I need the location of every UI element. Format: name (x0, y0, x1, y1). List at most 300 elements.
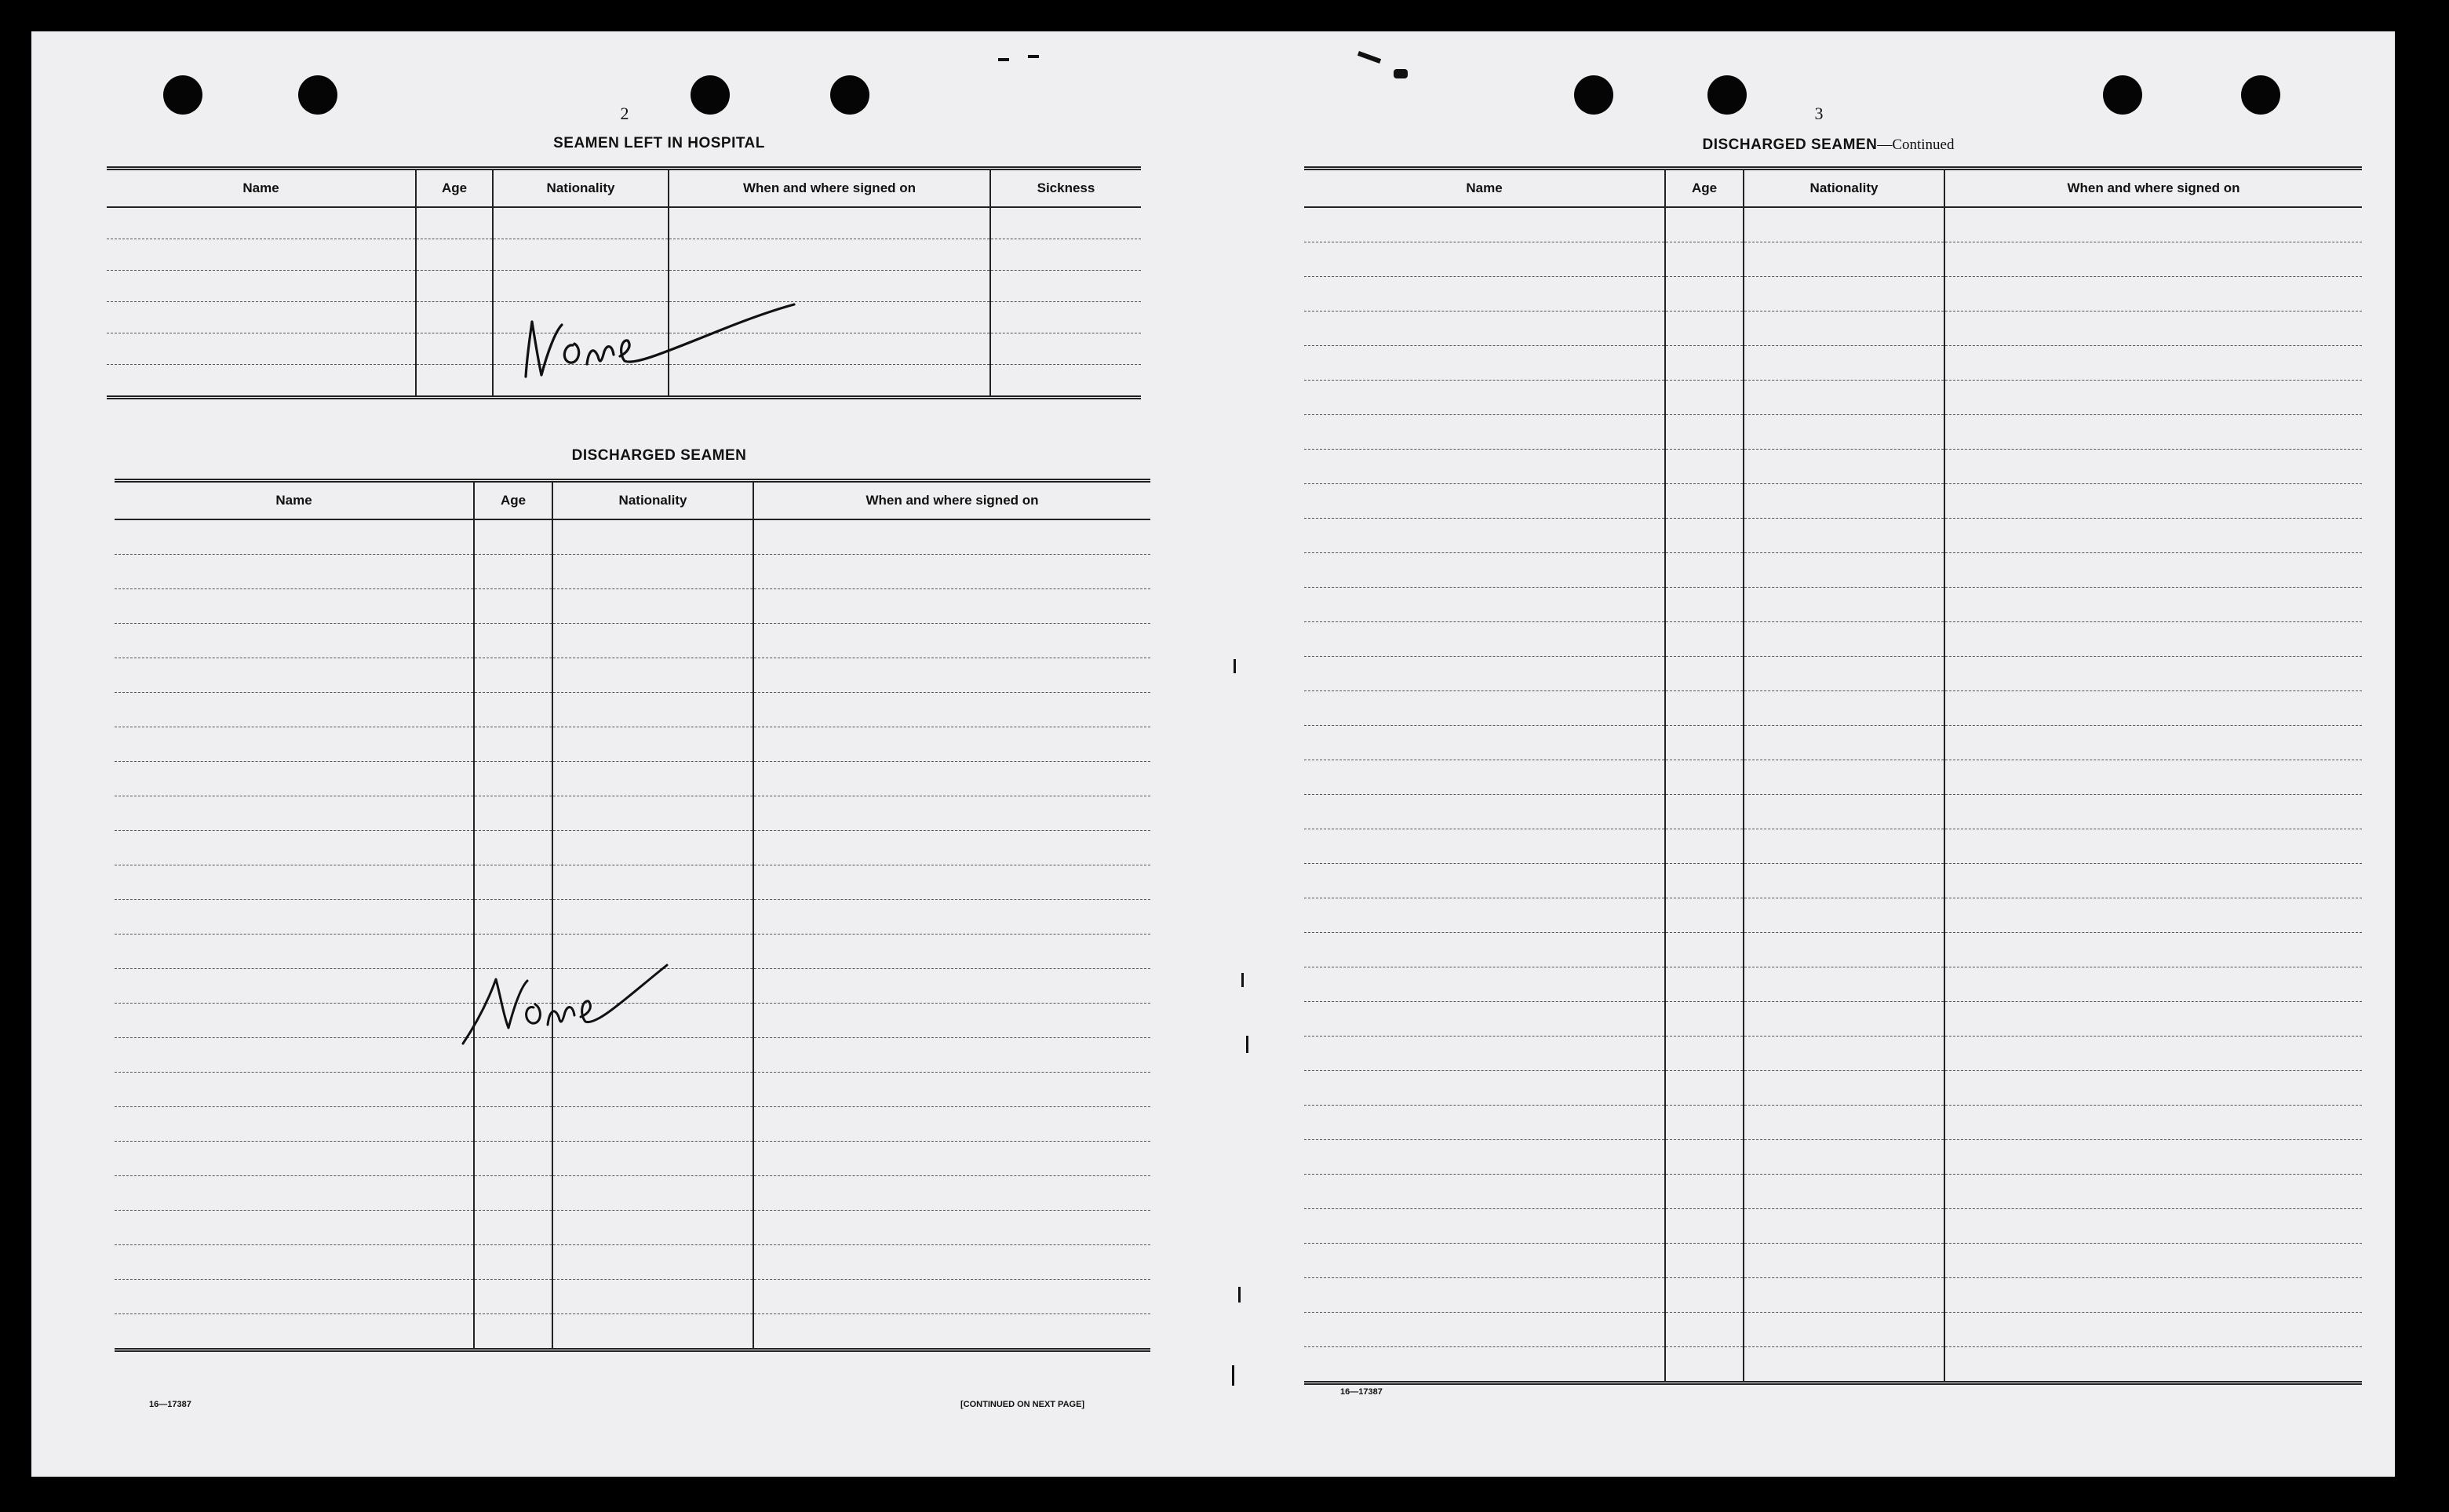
table-cell (1944, 484, 2362, 519)
table-cell (1944, 1175, 2362, 1209)
table-cell (1944, 967, 2362, 1002)
table-row (1304, 415, 2362, 450)
table-row (1304, 242, 2362, 277)
table-row (1304, 207, 2362, 242)
table-cell (1744, 484, 1944, 519)
table-cell (753, 1176, 1150, 1211)
table-cell (493, 207, 669, 239)
punch-hole (163, 75, 202, 115)
table-cell (1665, 1002, 1744, 1037)
table-row (1304, 1071, 2362, 1106)
table-cell (1304, 1002, 1665, 1037)
table-cell (552, 555, 753, 589)
table-cell (1744, 657, 1944, 691)
table-cell (1665, 207, 1744, 242)
table-cell (669, 207, 990, 239)
table-cell (1665, 1071, 1744, 1106)
table-cell (1665, 898, 1744, 933)
table-cell (1744, 691, 1944, 726)
table-cell (115, 1245, 474, 1280)
table-cell (552, 658, 753, 693)
table-cell (474, 658, 552, 693)
table-cell (474, 762, 552, 796)
table-cell (1304, 622, 1665, 657)
continued-note: [CONTINUED ON NEXT PAGE] (960, 1400, 1085, 1409)
table-cell (1944, 760, 2362, 795)
table-row (1304, 622, 2362, 657)
column-header-name: Name (107, 169, 416, 208)
column-header-name: Name (1304, 169, 1665, 208)
table-cell (1744, 450, 1944, 484)
handwritten-none-hospital (487, 259, 816, 400)
table-cell (474, 624, 552, 658)
table-cell (1665, 691, 1744, 726)
table-cell (1944, 588, 2362, 622)
table-cell (552, 1142, 753, 1176)
table-cell (1944, 898, 2362, 933)
table-row (115, 1073, 1150, 1107)
fold-mark (1234, 659, 1236, 673)
column-header-sickness: Sickness (990, 169, 1141, 208)
table-cell (1944, 277, 2362, 312)
table-cell (1944, 553, 2362, 588)
table-row (1304, 450, 2362, 484)
table-cell (115, 693, 474, 727)
table-cell (1304, 691, 1665, 726)
table-cell (552, 693, 753, 727)
table-cell (1944, 1037, 2362, 1071)
table-cell (1665, 1037, 1744, 1071)
fold-mark (1246, 1036, 1248, 1053)
table-cell (753, 900, 1150, 935)
form-number-right: 16—17387 (1340, 1387, 1383, 1397)
table-cell (1304, 726, 1665, 760)
discharged-continued-table (1304, 166, 2362, 1385)
table-cell (1304, 967, 1665, 1002)
table-cell (753, 831, 1150, 865)
table-cell (552, 762, 753, 796)
table-cell (1944, 1140, 2362, 1175)
table-cell (1744, 760, 1944, 795)
table-row (115, 658, 1150, 693)
table-cell (115, 1280, 474, 1314)
table-cell (1944, 1002, 2362, 1037)
table-row (115, 589, 1150, 624)
table-cell (1304, 346, 1665, 381)
table-cell (1665, 726, 1744, 760)
table-row (115, 624, 1150, 658)
table-row (1304, 519, 2362, 553)
table-cell (115, 1107, 474, 1142)
table-cell (552, 1280, 753, 1314)
table-cell (1665, 277, 1744, 312)
table-cell (107, 333, 416, 365)
table-cell (753, 1038, 1150, 1073)
table-cell (1304, 588, 1665, 622)
table-cell (1665, 1313, 1744, 1347)
table-cell (416, 239, 493, 271)
table-cell (1304, 312, 1665, 346)
table-cell (1944, 242, 2362, 277)
table-cell (1744, 1175, 1944, 1209)
table-row (1304, 553, 2362, 588)
table-cell (1665, 415, 1744, 450)
table-cell (1744, 381, 1944, 415)
table-cell (115, 969, 474, 1004)
table-cell (552, 589, 753, 624)
column-header-signed-on: When and where signed on (1944, 169, 2362, 208)
table-cell (1665, 795, 1744, 829)
table-cell (474, 589, 552, 624)
table-cell (753, 1211, 1150, 1245)
table-cell (1944, 1244, 2362, 1278)
table-cell (1944, 346, 2362, 381)
table-cell (1744, 1313, 1944, 1347)
table-cell (1304, 1244, 1665, 1278)
table-cell (990, 239, 1141, 271)
table-cell (115, 865, 474, 900)
table-cell (1744, 415, 1944, 450)
table-row (115, 796, 1150, 831)
table-row (115, 519, 1150, 555)
table-cell (115, 1176, 474, 1211)
table-cell (1944, 657, 2362, 691)
table-cell (1665, 484, 1744, 519)
table-cell (1304, 864, 1665, 898)
table-row (1304, 1209, 2362, 1244)
table-cell (552, 796, 753, 831)
table-cell (474, 1280, 552, 1314)
table-cell (1944, 829, 2362, 864)
table-cell (552, 831, 753, 865)
table-cell (753, 589, 1150, 624)
table-cell (552, 1245, 753, 1280)
table-cell (753, 1314, 1150, 1350)
table-cell (474, 693, 552, 727)
table-cell (1744, 622, 1944, 657)
table-row (1304, 1002, 2362, 1037)
table-row (1304, 967, 2362, 1002)
table-cell (1304, 519, 1665, 553)
table-cell (990, 302, 1141, 333)
table-cell (115, 624, 474, 658)
table-cell (1665, 829, 1744, 864)
table-cell (1944, 207, 2362, 242)
table-cell (1304, 1175, 1665, 1209)
table-cell (1744, 588, 1944, 622)
table-cell (416, 302, 493, 333)
table-row (1304, 381, 2362, 415)
table-cell (1304, 795, 1665, 829)
table-cell (1744, 207, 1944, 242)
table-cell (552, 1107, 753, 1142)
table-cell (115, 796, 474, 831)
table-cell (753, 796, 1150, 831)
table-cell (552, 624, 753, 658)
table-cell (1744, 1209, 1944, 1244)
table-row (115, 727, 1150, 762)
fold-mark (1241, 973, 1244, 987)
column-header-nationality: Nationality (1744, 169, 1944, 208)
table-cell (1665, 553, 1744, 588)
section-title-suffix: —Continued (1877, 137, 1955, 153)
table-cell (990, 365, 1141, 398)
document-sheet (31, 31, 2395, 1477)
table-cell (1665, 1244, 1744, 1278)
table-cell (1304, 898, 1665, 933)
table-cell (990, 333, 1141, 365)
table-cell (1744, 1071, 1944, 1106)
table-row (1304, 691, 2362, 726)
table-cell (1665, 312, 1744, 346)
table-cell (474, 1142, 552, 1176)
table-row (115, 1107, 1150, 1142)
table-cell (107, 239, 416, 271)
table-cell (1665, 242, 1744, 277)
table-cell (107, 365, 416, 398)
table-cell (1944, 1313, 2362, 1347)
table-cell (1665, 760, 1744, 795)
table-row (115, 831, 1150, 865)
table-cell (1665, 657, 1744, 691)
column-header-signed-on: When and where signed on (669, 169, 990, 208)
table-cell (1304, 1347, 1665, 1383)
punch-hole (1574, 75, 1613, 115)
table-cell (1744, 795, 1944, 829)
table-cell (753, 693, 1150, 727)
table-cell (753, 1245, 1150, 1280)
table-cell (753, 727, 1150, 762)
table-cell (552, 1211, 753, 1245)
table-cell (1944, 519, 2362, 553)
table-row (1304, 277, 2362, 312)
table-cell (1665, 588, 1744, 622)
table-cell (1744, 967, 1944, 1002)
column-header-nationality: Nationality (552, 481, 753, 520)
table-cell (115, 762, 474, 796)
table-cell (1665, 622, 1744, 657)
column-header-nationality: Nationality (493, 169, 669, 208)
table-cell (1944, 312, 2362, 346)
table-cell (1944, 1106, 2362, 1140)
table-cell (474, 555, 552, 589)
punch-hole (298, 75, 337, 115)
page-number-right: 3 (1814, 104, 1824, 123)
table-cell (1304, 381, 1665, 415)
table-cell (1744, 277, 1944, 312)
table-row (1304, 657, 2362, 691)
table-row (1304, 1037, 2362, 1071)
table-cell (552, 1073, 753, 1107)
table-row (1304, 1347, 2362, 1383)
table-cell (1944, 933, 2362, 967)
table-cell (1744, 1244, 1944, 1278)
table-cell (416, 333, 493, 365)
column-header-signed-on: When and where signed on (753, 481, 1150, 520)
table-cell (1665, 864, 1744, 898)
table-cell (753, 865, 1150, 900)
table-cell (1665, 1278, 1744, 1313)
table-cell (474, 727, 552, 762)
table-cell (1304, 484, 1665, 519)
table-cell (1944, 415, 2362, 450)
table-cell (1304, 1140, 1665, 1175)
table-cell (1304, 1071, 1665, 1106)
table-cell (1744, 312, 1944, 346)
table-cell (1665, 1106, 1744, 1140)
table-cell (107, 302, 416, 333)
table-row (107, 207, 1141, 239)
table-row (1304, 1106, 2362, 1140)
table-cell (474, 519, 552, 555)
table-cell (115, 727, 474, 762)
table-cell (1944, 1209, 2362, 1244)
table-cell (1744, 346, 1944, 381)
table-cell (552, 1314, 753, 1350)
table-cell (1304, 277, 1665, 312)
column-header-age: Age (416, 169, 493, 208)
table-cell (1304, 415, 1665, 450)
table-cell (1744, 242, 1944, 277)
table-cell (115, 935, 474, 969)
ink-smudge (1358, 51, 1381, 64)
table-row (1304, 795, 2362, 829)
table-cell (1744, 1106, 1944, 1140)
punch-hole (2103, 75, 2142, 115)
column-header-age: Age (1665, 169, 1744, 208)
table-cell (1944, 726, 2362, 760)
table-cell (1304, 207, 1665, 242)
table-cell (1665, 381, 1744, 415)
table-cell (107, 207, 416, 239)
table-cell (1304, 657, 1665, 691)
table-cell (115, 1004, 474, 1038)
table-cell (1665, 933, 1744, 967)
table-cell (474, 1211, 552, 1245)
table-cell (474, 796, 552, 831)
table-row (1304, 829, 2362, 864)
table-cell (1944, 381, 2362, 415)
discharged-section-title: DISCHARGED SEAMEN (571, 447, 747, 464)
table-cell (753, 658, 1150, 693)
table-cell (115, 1073, 474, 1107)
table-cell (1944, 1278, 2362, 1313)
handwritten-none-discharged (439, 879, 691, 1067)
discharged-continued-title (1483, 137, 2174, 154)
table-cell (753, 1142, 1150, 1176)
table-cell (115, 658, 474, 693)
table-cell (753, 1004, 1150, 1038)
ink-smudge (1394, 69, 1408, 78)
table-cell (1744, 519, 1944, 553)
table-row (1304, 1244, 2362, 1278)
table-cell (115, 1038, 474, 1073)
table-cell (753, 555, 1150, 589)
table-cell (1744, 553, 1944, 588)
table-cell (1744, 1140, 1944, 1175)
form-number-left: 16—17387 (149, 1400, 191, 1409)
table-cell (1944, 795, 2362, 829)
table-row (115, 1176, 1150, 1211)
table-cell (1304, 760, 1665, 795)
table-cell (474, 831, 552, 865)
table-cell (115, 900, 474, 935)
table-cell (115, 519, 474, 555)
table-cell (474, 1107, 552, 1142)
table-cell (474, 1176, 552, 1211)
table-cell (1665, 450, 1744, 484)
table-cell (1304, 933, 1665, 967)
table-cell (1304, 829, 1665, 864)
table-row (1304, 726, 2362, 760)
table-row (115, 693, 1150, 727)
table-cell (1744, 829, 1944, 864)
table-row (1304, 933, 2362, 967)
table-row (1304, 760, 2362, 795)
table-cell (1304, 1106, 1665, 1140)
punch-hole (830, 75, 869, 115)
table-row (1304, 1278, 2362, 1313)
table-cell (990, 271, 1141, 302)
fold-mark (1232, 1365, 1234, 1386)
table-cell (1665, 1209, 1744, 1244)
table-cell (1304, 1037, 1665, 1071)
table-cell (1944, 622, 2362, 657)
table-cell (1744, 1278, 1944, 1313)
table-cell (474, 1073, 552, 1107)
table-cell (1304, 1278, 1665, 1313)
fold-mark (1238, 1287, 1241, 1303)
table-row (115, 762, 1150, 796)
table-cell (474, 1314, 552, 1350)
table-cell (1944, 864, 2362, 898)
table-cell (416, 271, 493, 302)
punch-hole (1707, 75, 1747, 115)
table-cell (115, 555, 474, 589)
table-cell (1744, 1002, 1944, 1037)
table-cell (1304, 450, 1665, 484)
table-cell (115, 589, 474, 624)
table-cell (753, 969, 1150, 1004)
table-row (1304, 1140, 2362, 1175)
table-cell (1944, 1347, 2362, 1383)
table-row (1304, 588, 2362, 622)
table-row (115, 1280, 1150, 1314)
table-cell (1944, 450, 2362, 484)
ink-smudge (998, 58, 1009, 61)
table-cell (107, 271, 416, 302)
table-row (115, 1211, 1150, 1245)
table-cell (1744, 933, 1944, 967)
table-row (1304, 312, 2362, 346)
punch-hole (2241, 75, 2280, 115)
table-cell (753, 1280, 1150, 1314)
table-row (1304, 1175, 2362, 1209)
table-row (1304, 1313, 2362, 1347)
table-cell (1744, 1347, 1944, 1383)
table-cell (474, 1245, 552, 1280)
table-cell (416, 207, 493, 239)
table-cell (990, 207, 1141, 239)
table-row (115, 1142, 1150, 1176)
column-header-age: Age (474, 481, 552, 520)
table-cell (753, 935, 1150, 969)
table-cell (1744, 726, 1944, 760)
table-cell (1665, 519, 1744, 553)
table-cell (753, 1107, 1150, 1142)
section-title-text: DISCHARGED SEAMEN (1702, 137, 1878, 153)
table-cell (552, 727, 753, 762)
